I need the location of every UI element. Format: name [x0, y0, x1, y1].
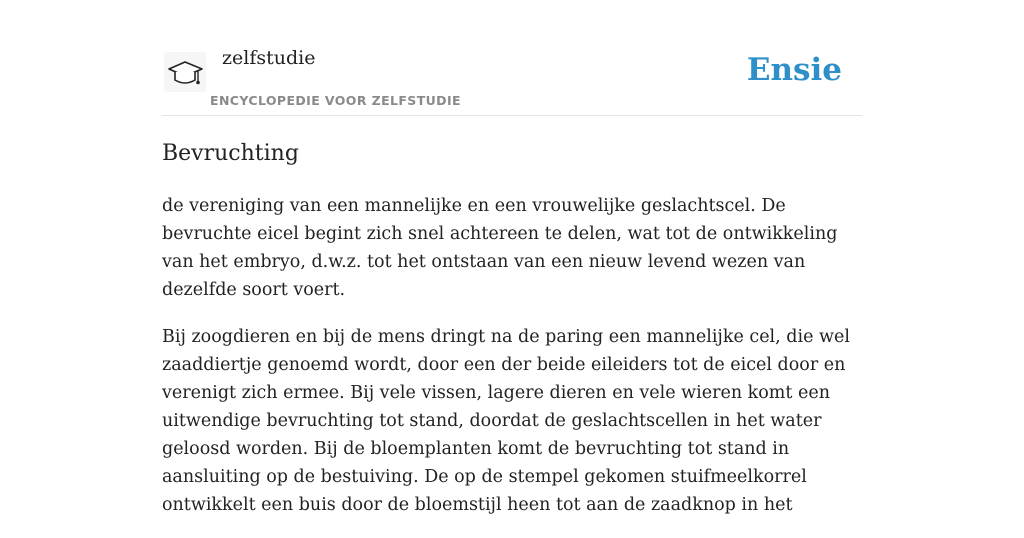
- article-body: [162, 192, 862, 538]
- tagline: ENCYCLOPEDIE VOOR ZELFSTUDIE: [210, 93, 461, 108]
- brand-name[interactable]: zelfstudie: [222, 47, 316, 69]
- article-title: Bevruchting: [162, 141, 299, 166]
- header: [162, 0, 862, 116]
- site-logo-link[interactable]: Ensie: [746, 52, 842, 88]
- page: [162, 0, 862, 515]
- article-paragraph: Bij zoogdieren en bij de mens dringt na de paring een mannelijke cel, die wel zaaddiertje genoemd wordt, door een der beide eileiders tot de eicel door en verenigt zich ermee. Bij vele vissen, lagere dieren en vele wieren komt een uitwendige bevruchting tot stand, doordat de geslachtscellen in het water geloosd worden. Bij de bloemplanten komt de bevruchting tot stand in aansluiting op de bestuiving. De op de stempel gekomen stuifmeelkorrel ontwikkelt een buis door de bloemstijl heen tot aan de zaadknop in het: [162, 327, 850, 515]
- graduation-cap-icon[interactable]: [164, 52, 206, 92]
- article-paragraph: de vereniging van een mannelijke en een vrouwelijke geslachtscel. De bevruchte eicel begint zich snel achtereen te delen, wat tot de ontwikkeling van het embryo, d.w.z. tot het ontstaan van een nieuw levend wezen van dezelfde soort voert.: [162, 196, 838, 300]
